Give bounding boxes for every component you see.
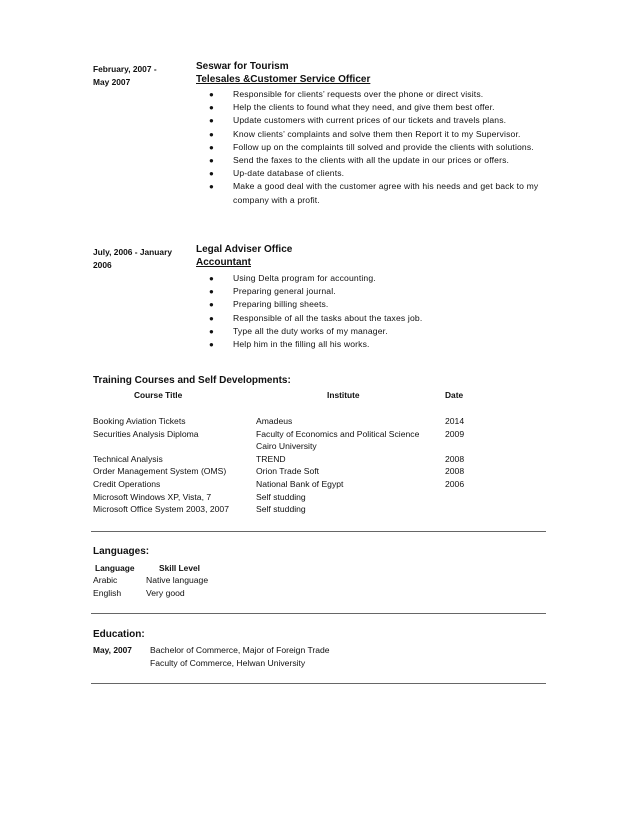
table-row <box>93 503 493 516</box>
job2-date <box>93 246 172 272</box>
duty-item: ● Type all the duty works of my manager. <box>196 325 576 338</box>
language-cell: English <box>93 588 122 598</box>
job1-date-line2: May 2007 <box>93 77 131 87</box>
duty-item: ● Responsible of all the tasks about the taxes job. <box>196 312 576 325</box>
course-cell: Technical Analysis <box>93 453 163 464</box>
table-row <box>93 428 493 441</box>
course-cell: Credit Operations <box>93 478 161 489</box>
course-cell: Securities Analysis Diploma <box>93 428 199 439</box>
duty-item: ● Make a good deal with the customer agree with his needs and get back to my company with a profit. <box>209 181 539 205</box>
course-cell: Microsoft Windows XP, Vista, 7 <box>93 491 212 502</box>
institute-cell: Self studding <box>256 504 306 515</box>
education-date: May, 2007 <box>93 645 132 655</box>
table-row <box>93 453 493 466</box>
education-degree: Bachelor of Commerce, Major of Foreign Trade <box>150 645 330 655</box>
training-header-date: Date <box>445 390 464 400</box>
institute-cell: Self studding <box>256 491 306 502</box>
bullet-icon: ● <box>209 313 214 323</box>
date-cell: 2008 <box>445 466 465 477</box>
section-divider <box>91 613 546 614</box>
job1-role: Telesales &Customer Service Officer <box>196 74 371 85</box>
duty-item: ● Know clients’ complaints and solve them then Report it to my Supervisor. <box>196 128 576 141</box>
duty-item: ● Preparing billing sheets. <box>196 298 576 311</box>
table-row <box>93 465 493 478</box>
course-cell: Booking Aviation Tickets <box>93 416 186 426</box>
duty-item: ● Send the faxes to the clients with all the update in our prices or offers. <box>196 154 576 167</box>
duty-item: ● Help him in the filling all his works. <box>196 338 576 351</box>
bullet-icon: ● <box>209 169 214 179</box>
language-cell: Arabic <box>93 575 118 585</box>
job1-employer: Seswar for Tourism <box>196 61 289 72</box>
duty-item: ● Up-date database of clients. <box>196 167 576 180</box>
level-cell: Very good <box>146 588 185 598</box>
table-row <box>93 440 493 453</box>
date-cell: 2014 <box>445 416 465 426</box>
bullet-icon: ● <box>209 300 214 310</box>
job2-employer: Legal Adviser Office <box>196 244 293 255</box>
job2-date-line2: 2006 <box>93 260 112 270</box>
institute-cell: Amadeus <box>256 416 293 426</box>
duty-item: ● Follow up on the complaints till solved and provide the clients with solutions. <box>196 141 576 154</box>
bullet-icon: ● <box>209 340 214 350</box>
duty-item: ● Preparing general journal. <box>196 285 576 298</box>
table-row <box>93 491 493 504</box>
duty-item: ● Help the clients to found what they need, and give them best offer. <box>196 101 576 114</box>
institute-cell: Orion Trade Soft <box>256 466 320 477</box>
bullet-icon: ● <box>209 156 214 166</box>
institute-cell: TREND <box>256 453 286 464</box>
bullet-icon: ● <box>209 326 214 336</box>
duty-item: ● Responsible for clients’ requests over the phone or direct visits. <box>196 88 576 101</box>
table-row <box>93 415 493 428</box>
course-cell: Order Management System (OMS) <box>93 466 227 477</box>
bullet-icon: ● <box>209 129 214 139</box>
languages-table <box>93 574 343 600</box>
table-row <box>93 478 493 491</box>
job1-date <box>93 63 157 89</box>
training-title: Training Courses and Self Developments: <box>93 375 291 386</box>
job2-duties-list <box>196 272 576 351</box>
course-cell: Microsoft Office System 2003, 2007 <box>93 504 229 515</box>
languages-title: Languages: <box>93 546 150 557</box>
institute-cell: Cairo University <box>256 441 317 452</box>
institute-cell: Faculty of Economics and Political Science <box>256 428 420 439</box>
bullet-icon: ● <box>209 274 214 283</box>
education-school: Faculty of Commerce, Helwan University <box>150 658 306 668</box>
date-cell: 2008 <box>445 453 465 464</box>
bullet-icon: ● <box>209 103 214 113</box>
section-divider <box>91 531 546 532</box>
bullet-icon: ● <box>209 90 214 99</box>
languages-header-language: Language <box>95 563 135 573</box>
job2-role: Accountant <box>196 257 251 268</box>
job2-date-line1: July, 2006 - January <box>93 247 172 257</box>
table-row <box>93 574 343 587</box>
training-header-course: Course Title <box>134 390 183 400</box>
languages-header-level: Skill Level <box>159 563 200 573</box>
date-cell: 2009 <box>445 428 465 439</box>
bullet-icon: ● <box>209 142 214 152</box>
bullet-icon: ● <box>209 116 214 126</box>
institute-cell: National Bank of Egypt <box>256 478 344 489</box>
bullet-icon: ● <box>209 182 214 192</box>
training-table <box>93 415 493 516</box>
bullet-icon: ● <box>209 287 214 297</box>
table-row <box>93 587 343 600</box>
section-divider <box>91 683 546 684</box>
date-cell: 2006 <box>445 478 465 489</box>
duty-item: ● Update customers with current prices of our tickets and travels plans. <box>196 114 576 127</box>
job1-date-line1: February, 2007 - <box>93 64 157 74</box>
level-cell: Native language <box>146 575 209 585</box>
education-title: Education: <box>93 629 145 640</box>
training-header-institute: Institute <box>327 390 360 400</box>
duty-item: ● Using Delta program for accounting. <box>196 272 576 285</box>
job1-duties-list <box>196 88 576 207</box>
